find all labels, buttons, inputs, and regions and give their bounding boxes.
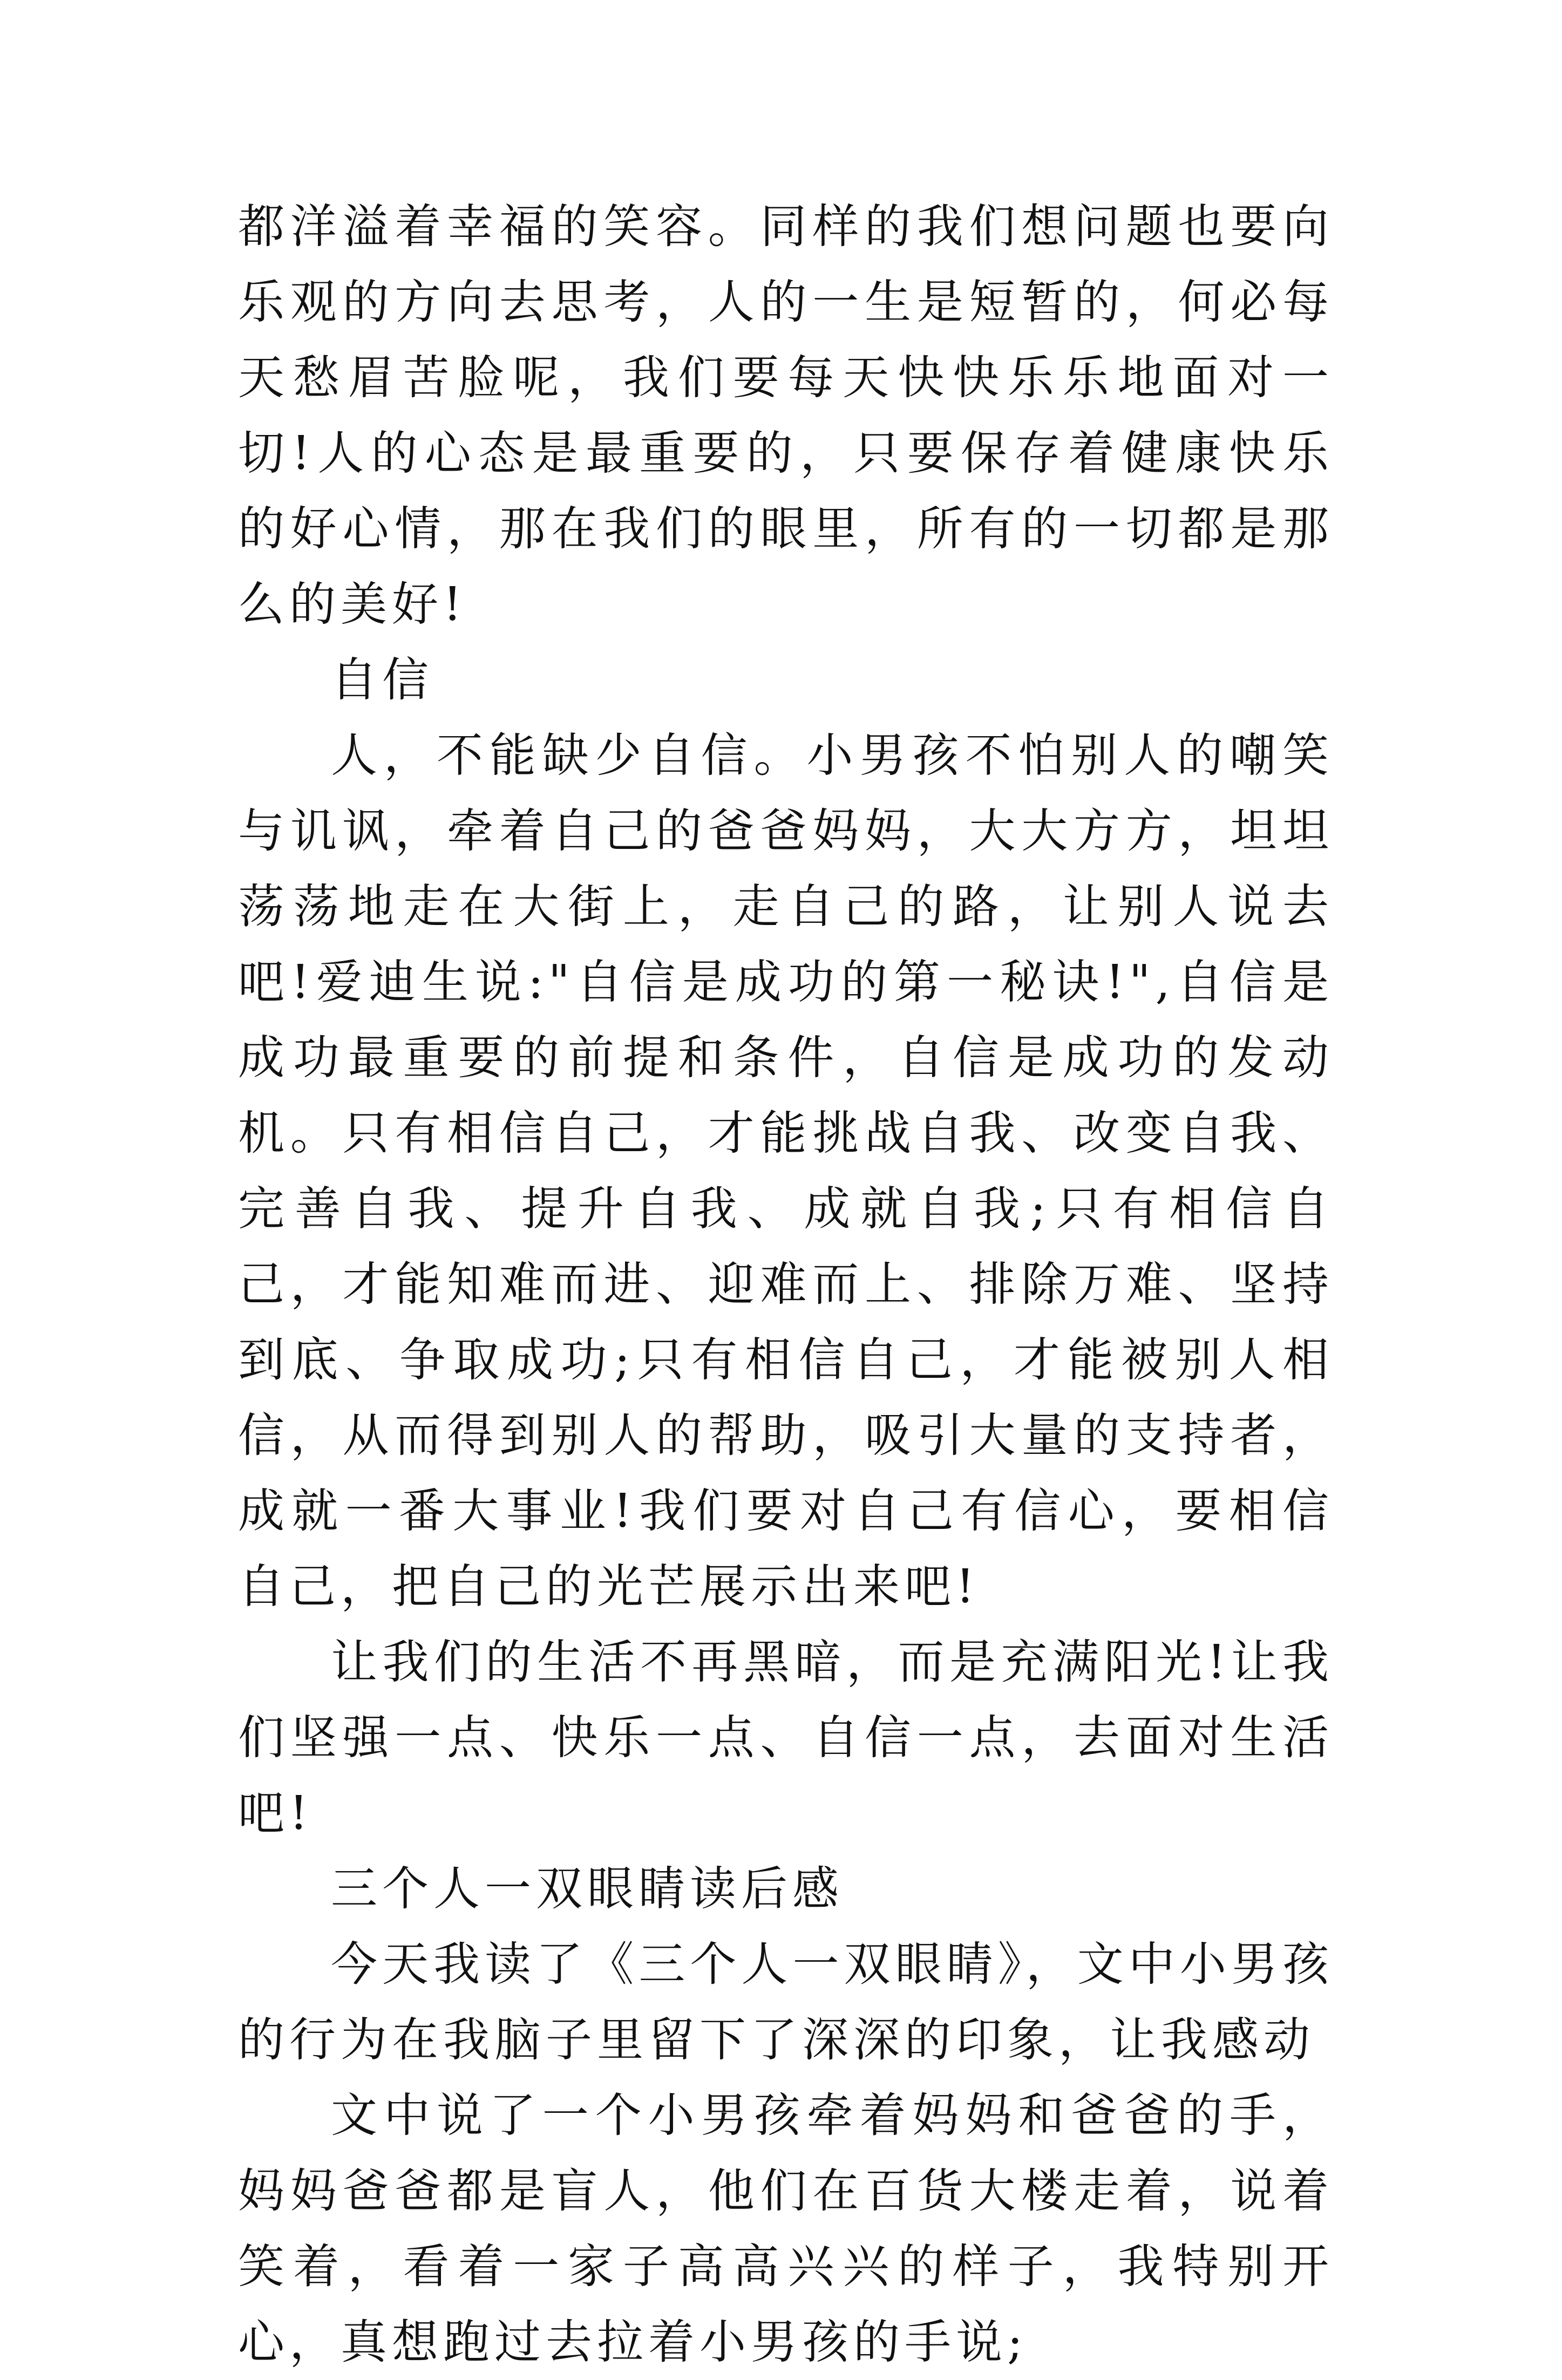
- paragraph-continuation: 都洋溢着幸福的笑容。同样的我们想问题也要向乐观的方向去思考，人的一生是短暂的，何必每天愁眉苦脸呢，我们要每天快快乐乐地面对一切!人的心态是最重要的，只要保存着健康快乐的好心情，那在我们的眼里，所有的一切都是那么的美好!: [238, 200, 1334, 631]
- section-heading-review: 三个人一双眼睛读后感: [331, 1862, 844, 1916]
- paragraph-review-intro: 今天我读了《三个人一双眼睛》，文中小男孩的行为在我脑子里留下了深深的印象，让我感动: [238, 1937, 1334, 2067]
- paragraph-review-story: 文中说了一个小男孩牵着妈妈和爸爸的手，妈妈爸爸都是盲人，他们在百货大楼走着，说着笑着，看着一家子高高兴兴的样子，我特别开心，真想跑过去拉着小男孩的手说;: [238, 2089, 1334, 2369]
- section-heading-confidence: 自信: [331, 653, 433, 707]
- paragraph-conclusion: 让我们的生活不再黑暗，而是充满阳光!让我们坚强一点、快乐一点、自信一点，去面对生活吧!: [238, 1635, 1334, 1840]
- paragraph-confidence: 人，不能缺少自信。小男孩不怕别人的嘲笑与讥讽，牵着自己的爸爸妈妈，大大方方，坦坦荡荡地走在大街上，走自己的路，让别人说去吧!爱迪生说:"自信是成功的第一秘诀!",自信是成功最重要的前提和条件，自信是成功的发动机。只有相信自己，才能挑战自我、改变自我、完善自我、提升自我、成就自我;只有相信自己，才能知难而进、迎难而上、排除万难、坚持到底、争取成功;只有相信自己，才能被别人相信，从而得到别人的帮助，吸引大量的支持者，成就一番大事业!我们要对自己有信心，要相信自己，把自己的光芒展示出来吧!: [238, 729, 1334, 1614]
- document-body: [238, 189, 1334, 2380]
